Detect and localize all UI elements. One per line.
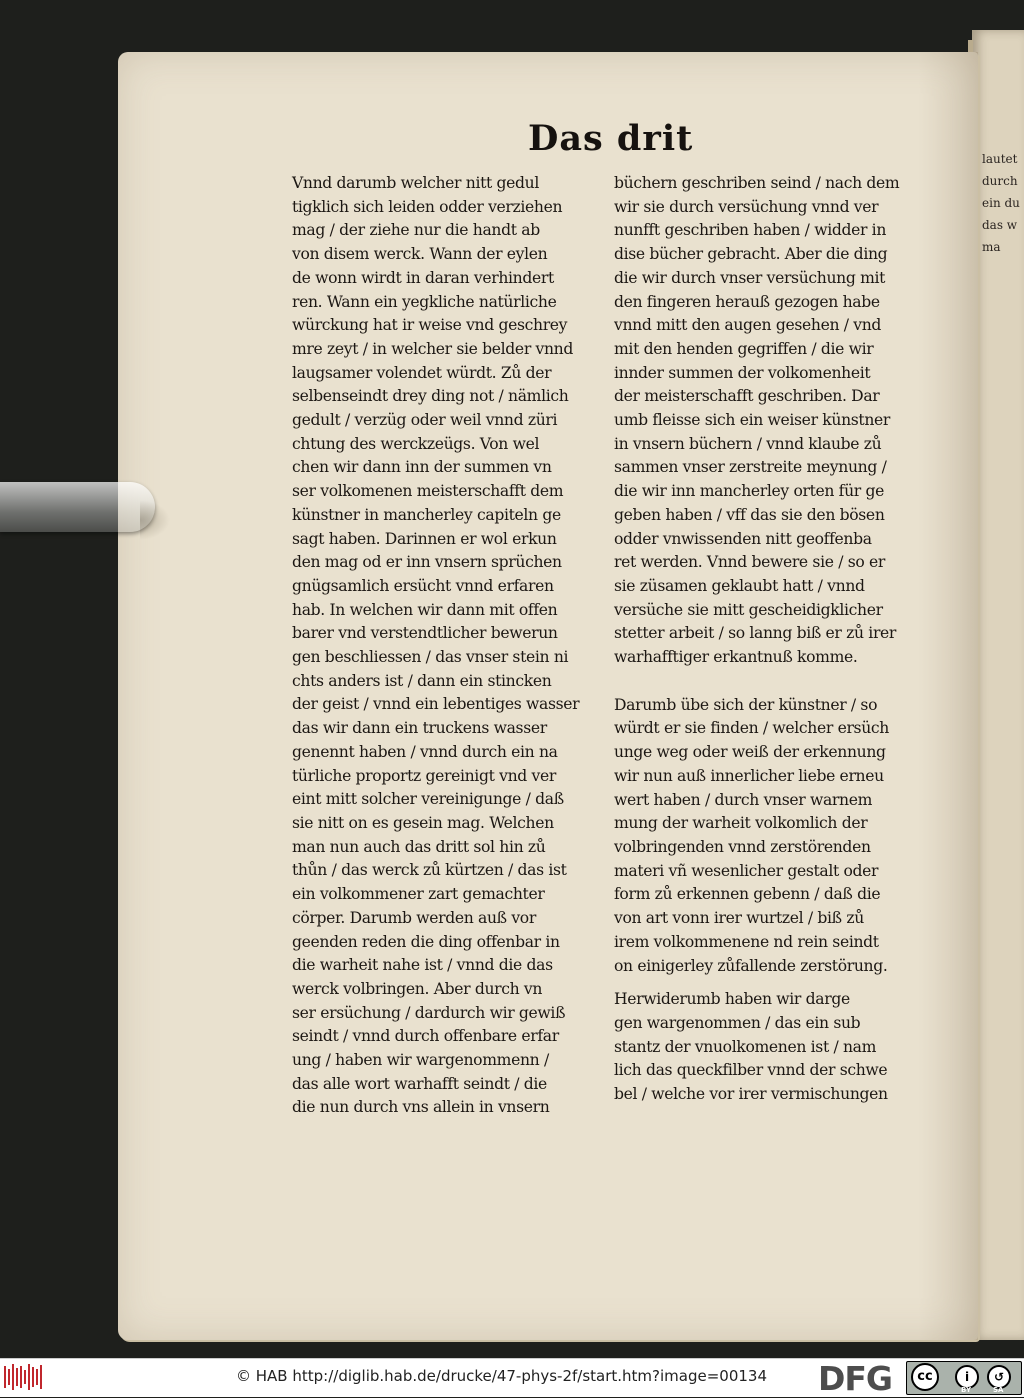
text-line: geben haben / vff das sie den bösen <box>614 505 885 524</box>
text-line: stantz der vnuolkomenen ist / nam <box>614 1037 877 1056</box>
text-line: sammen vnser zerstreite meynung / <box>614 458 887 477</box>
text-line: form zů erkennen gebenn / daß die <box>614 885 881 904</box>
text-line: wir nun auß innerlicher liebe erneu <box>614 766 884 785</box>
text-line: von art vonn irer wurtzel / biß zů <box>614 909 864 928</box>
text-line: der meisterschafft geschriben. Dar <box>614 387 880 406</box>
license-by-label: BY <box>961 1386 972 1394</box>
text-line: selbenseindt drey ding not / nämlich <box>292 387 569 406</box>
text-line: das wir dann ein truckens wasser <box>292 719 547 738</box>
text-line: thůn / das werck zů kürtzen / das ist <box>292 861 567 880</box>
text-line: ren. Wann ein yegkliche natürliche <box>292 292 557 311</box>
text-line: seindt / vnnd durch offenbare erfar <box>292 1027 559 1046</box>
page-holder-strip <box>0 482 155 532</box>
text-line: die wir inn mancherley orten für ge <box>614 482 885 501</box>
text-line: der geist / vnnd ein lebentiges wasser <box>292 695 580 714</box>
library-barcode-icon <box>4 1364 44 1390</box>
text-line: ser volkomenen meisterschafft dem <box>292 482 564 501</box>
paragraph-1 <box>614 172 932 670</box>
text-line: sagt haben. Darinnen er wol erkun <box>292 529 557 548</box>
text-line: ret werden. Vnnd bewere sie / so er <box>614 553 885 572</box>
text-line: stetter arbeit / so lanng biß er zů irer <box>614 624 897 643</box>
text-line: man nun auch das dritt sol hin zů <box>292 837 546 856</box>
text-line: mag / der ziehe nur die handt ab <box>292 221 540 240</box>
text-line: materi vñ wesenlicher gestalt oder <box>614 861 879 880</box>
text-line: die nun durch vns allein in vnsern <box>292 1098 550 1117</box>
facing-text-fragment: ein du <box>982 196 1020 210</box>
text-line: ung / haben wir wargenommenn / <box>292 1051 549 1070</box>
text-line: gen beschliessen / das vnser stein ni <box>292 648 569 667</box>
text-line: das alle wort warhafft seindt / die <box>292 1074 547 1093</box>
text-line: nunfft geschriben haben / widder in <box>614 221 887 240</box>
text-line: mre zeyt / in welcher sie belder vnnd <box>292 339 574 358</box>
facing-text-fragment: lautet <box>982 152 1018 166</box>
text-line: büchern geschriben seind / nach dem <box>614 174 900 192</box>
text-line: mit den henden gegriffen / die wir <box>614 339 874 358</box>
text-line: sie nitt on es gesein mag. Welchen <box>292 813 554 832</box>
text-line: unge weg oder weiß der erkennung <box>614 743 886 762</box>
text-line: innder summen der volkomenheit <box>614 363 871 382</box>
facing-page-text <box>982 148 1024 258</box>
share-alike-icon: ↺ <box>987 1365 1011 1389</box>
text-line: on einigerley zůfallende zerstörung. <box>614 956 888 975</box>
text-line: türliche proportz gereinigt vnd ver <box>292 766 556 785</box>
running-heading: Das drit <box>528 118 694 159</box>
source-link[interactable]: © HAB http://diglib.hab.de/drucke/47-phys-2f/start.htm?image=00134 <box>236 1367 768 1385</box>
text-line: von disem werck. Wann der eylen <box>292 245 548 264</box>
text-line: eint mitt solcher vereinigunge / daß <box>292 790 564 809</box>
text-line: genennt haben / vnnd durch ein na <box>292 742 558 761</box>
text-column-right <box>614 172 932 1107</box>
text-line: dise bücher gebracht. Aber die ding <box>614 245 888 264</box>
text-line: wir sie durch versüchung vnnd ver <box>614 197 879 216</box>
text-line: den fingeren herauß gezogen habe <box>614 292 880 311</box>
text-column-left <box>292 172 600 1120</box>
license-sa-label: SA <box>993 1386 1004 1394</box>
text-line: mung der warheit volkomlich der <box>614 814 868 833</box>
text-line: versüche sie mitt gescheidigklicher <box>614 600 883 619</box>
paragraph-2 <box>614 694 932 978</box>
cc-license-badge[interactable] <box>906 1361 1022 1395</box>
text-line: de wonn wirdt in daran verhindert <box>292 268 554 287</box>
text-line: geenden reden die ding offenbar in <box>292 932 560 951</box>
paragraph-3 <box>614 988 932 1107</box>
text-line: die warheit nahe ist / vnnd die das <box>292 956 553 975</box>
text-line: odder vnwissenden nitt geoffenba <box>614 529 872 548</box>
text-line: ser ersüchung / dardurch wir gewiß <box>292 1003 566 1022</box>
text-line: cörper. Darumb werden auß vor <box>292 908 536 927</box>
text-line: würckung hat ir weise vnd geschrey <box>292 316 568 335</box>
dfg-logo: DFG <box>818 1359 893 1398</box>
text-line: tigklich sich leiden odder verziehen <box>292 197 563 216</box>
text-line: irem volkommenene nd rein seindt <box>614 932 879 951</box>
text-line: würdt er sie finden / welcher ersüch <box>614 719 889 738</box>
text-line: Vnnd darumb welcher nitt gedul <box>292 174 540 192</box>
text-line: Herwiderumb haben wir darge <box>614 990 850 1009</box>
facing-page <box>972 30 1024 1340</box>
page-holder-shadow <box>140 500 170 540</box>
text-line: chen wir dann inn der summen vn <box>292 458 552 477</box>
text-line: in vnsern büchern / vnnd klaube zů <box>614 434 882 453</box>
text-line: chtung des werckzeügs. Von wel <box>292 434 540 453</box>
text-line: bel / welche vor irer vermischungen <box>614 1085 888 1104</box>
text-line: die wir durch vnser versüchung mit <box>614 268 886 287</box>
text-line: Darumb übe sich der künstner / so <box>614 695 878 714</box>
text-line: ein volkommener zart gemachter <box>292 885 545 904</box>
facing-text-fragment: das w <box>982 218 1018 232</box>
text-line: gen wargenommen / das ein sub <box>614 1013 861 1032</box>
text-line: wert haben / durch vnser warnem <box>614 790 873 809</box>
text-line: hab. In welchen wir dann mit offen <box>292 600 558 619</box>
text-line: vnnd mitt den augen gesehen / vnd <box>614 316 882 335</box>
text-line: chts anders ist / dann ein stincken <box>292 671 552 690</box>
text-line: gnügsamlich ersücht vnnd erfaren <box>292 576 554 595</box>
text-line: künstner in mancherley capiteln ge <box>292 505 561 524</box>
attribution-icon: i <box>955 1365 979 1389</box>
text-line: gedult / verzüg oder weil vnnd züri <box>292 411 558 430</box>
text-line: lich das queckfilber vnnd der schwe <box>614 1061 888 1080</box>
text-line: volbringenden vnnd zerstörenden <box>614 837 871 856</box>
text-line: barer vnd verstendtlicher bewerun <box>292 624 558 643</box>
facing-text-fragment: durch <box>982 174 1018 188</box>
text-line: warhafftiger erkantnuß komme. <box>614 648 858 667</box>
text-line: umb fleisse sich ein weiser künstner <box>614 411 891 430</box>
text-line: den mag od er inn vnsern sprüchen <box>292 553 562 572</box>
facing-text-fragment: ma <box>982 240 1001 254</box>
cc-icon: cc <box>911 1363 939 1391</box>
text-line: laugsamer volendet würdt. Zů der <box>292 363 552 382</box>
text-line: sie züsamen geklaubt hatt / vnnd <box>614 576 865 595</box>
text-line: werck volbringen. Aber durch vn <box>292 979 543 998</box>
